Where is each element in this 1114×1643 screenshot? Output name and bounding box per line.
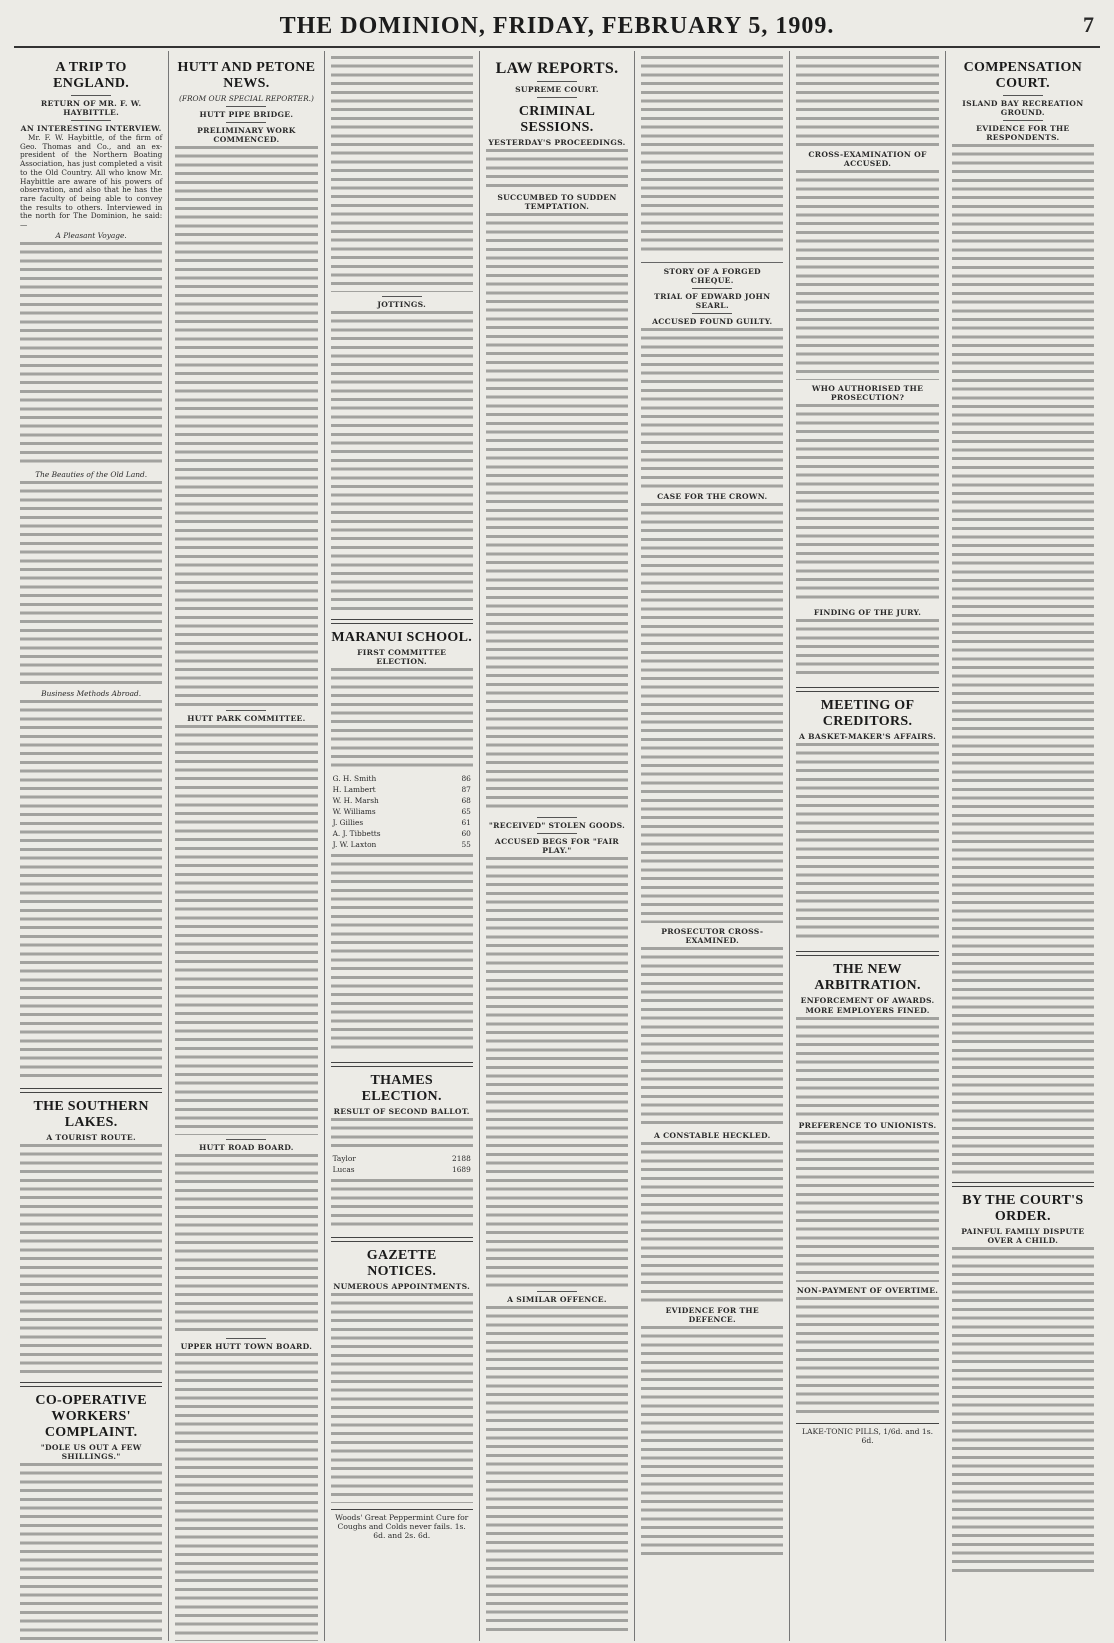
advertisement: LAKE-TONIC PILLS, 1/6d. and 1s. 6d. <box>796 1423 938 1445</box>
column-4 <box>480 51 635 1641</box>
divider <box>537 81 577 82</box>
subhead-appointments: NUMEROUS APPOINTMENTS. <box>333 1282 471 1291</box>
article-text-block <box>175 146 317 706</box>
divider <box>1003 95 1043 96</box>
subhead-proceedings: YESTERDAY'S PROCEEDINGS. <box>488 138 626 147</box>
table-row <box>333 785 471 794</box>
subhead-supreme-court: SUPREME COURT. <box>515 85 599 94</box>
candidate-votes: 2188 <box>452 1154 471 1163</box>
candidate-votes: 61 <box>461 818 471 827</box>
divider <box>226 1338 266 1339</box>
headline-southern-lakes: THE SOUTHERN LAKES. <box>33 1098 149 1130</box>
headline-maranui: MARANUI SCHOOL. <box>331 630 473 645</box>
subhead-found-guilty: ACCUSED FOUND GUILTY. <box>652 317 773 326</box>
headline-thames: THAMES ELECTION. <box>361 1073 442 1104</box>
article-text-block <box>331 311 473 611</box>
article-text-block <box>331 854 473 1054</box>
subhead-respondents: EVIDENCE FOR THE RESPONDENTS. <box>976 124 1070 142</box>
advertisement: Woods' Great Peppermint Cure for Coughs and Colds never fails. 1s. 6d. and 2s. 6d. <box>331 1509 473 1540</box>
columns <box>14 51 1100 1641</box>
divider <box>20 1088 162 1093</box>
subhead-fair-play: ACCUSED BEGS FOR "FAIR PLAY." <box>494 837 620 855</box>
subhead-pipe-bridge: HUTT PIPE BRIDGE. <box>199 110 294 119</box>
article-text-block <box>175 1353 317 1641</box>
candidate-name: W. Williams <box>332 807 376 816</box>
table-row <box>333 829 471 838</box>
headline-criminal-sessions: CRIMINAL SESSIONS. <box>518 104 596 135</box>
column-1 <box>14 51 169 1641</box>
article-text-block <box>175 1154 317 1334</box>
article-text-block <box>952 144 1094 1174</box>
article-paragraph: Mr. F. W. Haybittle, of the firm of Geo. Thomas and Co., and an ex-president of the Northern Boating Association, has just completed a visit to the Old Country. All who know Mr. Haybittle are aware of his powers of observation, and also that he has the rare faculty of being able to convey the results to others. Interviewed in the north for The Dominion, he said:— <box>20 133 163 230</box>
headline-cooperative: CO-OPERATIVE WORKERS' COMPLAINT. <box>35 1392 147 1440</box>
subhead-park-committee: HUTT PARK COMMITTEE. <box>187 714 306 723</box>
article-text-block <box>331 1118 473 1148</box>
column-6 <box>790 51 945 1641</box>
article-text-block <box>796 619 938 679</box>
subhead-enforcement: ENFORCEMENT OF AWARDS. <box>800 996 935 1005</box>
table-row <box>333 774 471 783</box>
article-text-block <box>486 213 628 813</box>
table-row <box>333 796 471 805</box>
candidate-votes: 65 <box>461 807 471 816</box>
column-2 <box>169 51 324 1641</box>
divider <box>952 1182 1094 1187</box>
subhead-interview: AN INTERESTING INTERVIEW. <box>20 124 162 133</box>
article-text-block <box>796 1297 938 1417</box>
subhead-overtime: NON-PAYMENT OF OVERTIME. <box>796 1286 939 1295</box>
article-text-block <box>641 328 783 488</box>
divider <box>226 122 266 123</box>
divider <box>20 1382 162 1387</box>
table-row <box>333 1165 471 1174</box>
column-5 <box>635 51 790 1641</box>
subhead-trial-searl: TRIAL OF EDWARD JOHN SEARL. <box>654 292 771 310</box>
subhead-jottings: JOTTINGS. <box>377 300 427 309</box>
article-text-block <box>796 1017 938 1117</box>
divider <box>382 296 422 297</box>
candidate-name: W. H. Marsh <box>332 796 379 805</box>
table-row <box>333 840 471 849</box>
article-text-block <box>175 725 317 1135</box>
subhead-cross-exam: CROSS-EXAMINATION OF ACCUSED. <box>808 150 927 168</box>
candidate-name: A. J. Tibbetts <box>332 829 381 838</box>
divider <box>71 95 111 96</box>
article-text-block <box>796 743 938 943</box>
subhead-finding-jury: FINDING OF THE JURY. <box>813 608 922 617</box>
candidate-votes: 60 <box>461 829 471 838</box>
divider <box>692 313 732 314</box>
article-text-block <box>331 1293 473 1503</box>
article-text-block <box>20 1463 162 1641</box>
article-text-block <box>641 56 783 256</box>
subhead-road-board: HUTT ROAD BOARD. <box>199 1143 294 1152</box>
table-row <box>333 818 471 827</box>
divider <box>226 710 266 711</box>
divider <box>331 1237 473 1242</box>
subhead-employers-fined: MORE EMPLOYERS FINED. <box>805 1006 930 1015</box>
article-text-block <box>486 149 628 189</box>
ballot-results-table <box>331 1152 473 1176</box>
subhead-first-election: FIRST COMMITTEE ELECTION. <box>357 648 447 666</box>
divider <box>1003 120 1043 121</box>
subhead-constable: A CONSTABLE HECKLED. <box>653 1131 771 1140</box>
subhead-defence: EVIDENCE FOR THE DEFENCE. <box>665 1306 759 1324</box>
article-text-block <box>331 668 473 768</box>
article-text-block <box>20 700 162 1080</box>
subhead-preference: PREFERENCE TO UNIONISTS. <box>798 1121 937 1130</box>
divider <box>796 951 938 956</box>
article-text-block <box>641 1326 783 1556</box>
subhead-beauties: The Beauties of the Old Land. <box>35 469 148 479</box>
subhead-preliminary: PRELIMINARY WORK COMMENCED. <box>197 126 296 144</box>
article-text-block <box>796 1132 938 1282</box>
article-text-block <box>641 503 783 923</box>
page-number: 7 <box>1083 12 1094 37</box>
headline-gazette: GAZETTE NOTICES. <box>366 1248 437 1279</box>
divider <box>692 288 732 289</box>
candidate-name: J. W. Laxton <box>332 840 377 849</box>
masthead-title: THE DOMINION, FRIDAY, FEBRUARY 5, 1909. <box>279 12 835 39</box>
column-7 <box>946 51 1100 1641</box>
subhead-second-ballot: RESULT OF SECOND BALLOT. <box>333 1107 470 1116</box>
headline-arbitration: THE NEW ARBITRATION. <box>814 962 921 993</box>
article-text-block <box>952 1247 1094 1577</box>
article-text-block <box>20 1144 162 1374</box>
divider <box>331 619 473 624</box>
subhead-island-bay: ISLAND BAY RECREATION GROUND. <box>962 99 1084 117</box>
candidate-votes: 68 <box>461 796 471 805</box>
candidate-results-table <box>331 772 473 851</box>
byline: (FROM OUR SPECIAL REPORTER.) <box>178 94 314 103</box>
divider <box>226 1139 266 1140</box>
headline-trip-to-england: A TRIP TO ENGLAND. <box>53 60 130 91</box>
candidate-name: Lucas <box>332 1165 355 1174</box>
article-text-block <box>796 56 938 146</box>
table-row <box>333 1154 471 1163</box>
divider <box>641 262 783 263</box>
headline-courts-order: BY THE COURT'S ORDER. <box>962 1193 1084 1224</box>
divider <box>537 97 577 98</box>
divider <box>537 833 577 834</box>
candidate-name: G. H. Smith <box>332 774 377 783</box>
article-text-block <box>331 1179 473 1229</box>
article-text-block <box>796 404 938 604</box>
subhead-stolen-goods: "RECEIVED" STOLEN GOODS. <box>488 821 626 830</box>
headline-compensation: COMPENSATION COURT. <box>963 60 1083 91</box>
subhead-case-crown: CASE FOR THE CROWN. <box>657 492 768 501</box>
divider <box>796 687 938 692</box>
divider <box>226 106 266 107</box>
subhead-basket-maker: A BASKET-MAKER'S AFFAIRS. <box>799 732 937 741</box>
subhead-similar-offence: A SIMILAR OFFENCE. <box>507 1295 607 1304</box>
article-text-block <box>486 1306 628 1636</box>
article-text-block <box>796 170 938 380</box>
candidate-votes: 1689 <box>452 1165 471 1174</box>
subhead-tourist-route: A TOURIST ROUTE. <box>46 1132 136 1142</box>
table-row <box>333 807 471 816</box>
divider <box>537 1291 577 1292</box>
subhead-family-dispute: PAINFUL FAMILY DISPUTE OVER A CHILD. <box>961 1227 1085 1245</box>
subhead-voyage: A Pleasant Voyage. <box>55 230 127 240</box>
subhead-forged-cheque: STORY OF A FORGED CHEQUE. <box>663 267 761 285</box>
subhead-dole: "DOLE US OUT A FEW SHILLINGS." <box>40 1442 142 1461</box>
candidate-name: Taylor <box>332 1154 356 1163</box>
article-text-block <box>20 481 162 685</box>
article-text-block <box>641 1142 783 1302</box>
article-text-block <box>641 947 783 1127</box>
candidate-name: J. Gillies <box>332 818 364 827</box>
article-text-block <box>486 857 628 1287</box>
article-text-block <box>20 242 162 466</box>
subhead-business: Business Methods Abroad. <box>41 688 142 698</box>
column-3 <box>325 51 480 1641</box>
candidate-name: H. Lambert <box>332 785 376 794</box>
headline-law-reports: LAW REPORTS. <box>495 60 619 77</box>
subhead-who-authorised: WHO AUTHORISED THE PROSECUTION? <box>811 384 924 402</box>
candidate-votes: 86 <box>461 774 471 783</box>
headline-hutt-petone: HUTT AND PETONE NEWS. <box>177 60 316 91</box>
divider <box>331 1062 473 1067</box>
divider <box>537 817 577 818</box>
candidate-votes: 55 <box>461 840 471 849</box>
article-text-block <box>331 56 473 292</box>
subhead-temptation: SUCCUMBED TO SUDDEN TEMPTATION. <box>497 193 617 211</box>
subhead-return: RETURN OF MR. F. W. HAYBITTLE. <box>40 99 142 117</box>
candidate-votes: 87 <box>461 785 471 794</box>
subhead-upper-hutt: UPPER HUTT TOWN BOARD. <box>180 1342 313 1351</box>
subhead-prosecutor: PROSECUTOR CROSS-EXAMINED. <box>661 927 764 945</box>
masthead <box>14 6 1100 48</box>
divider <box>71 120 111 121</box>
headline-creditors: MEETING OF CREDITORS. <box>820 698 915 729</box>
